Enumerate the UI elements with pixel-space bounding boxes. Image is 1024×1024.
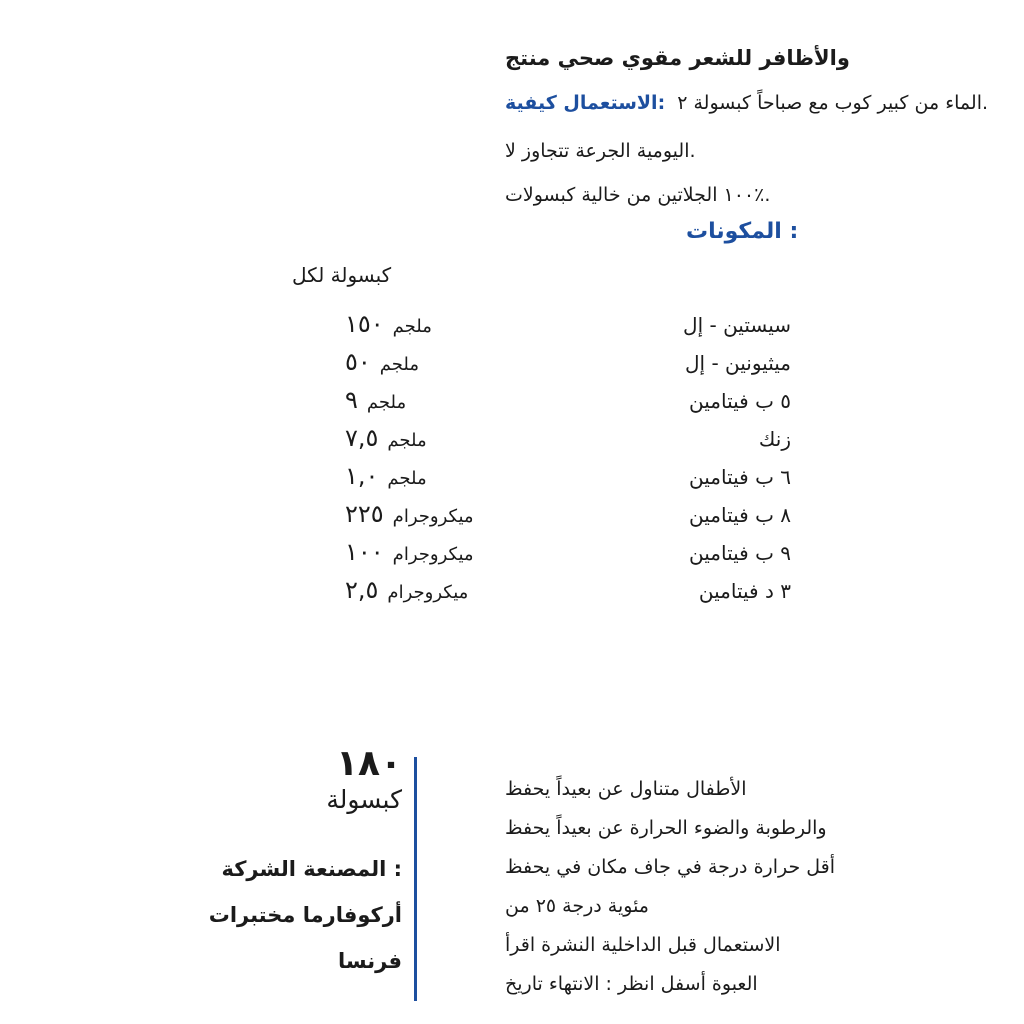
capsule-count: ١٨٠	[336, 743, 402, 784]
table-row	[345, 424, 791, 462]
table-row	[345, 348, 791, 386]
ingredient-unit: ملجم	[387, 430, 427, 451]
table-row	[345, 576, 791, 614]
ingredient-name: فيتامين ب ٦	[689, 465, 791, 489]
ingredient-unit: ميكروجرام	[392, 506, 474, 527]
usage-label: كيفية الاستعمال:	[505, 92, 666, 114]
ingredient-name: إل - سيستين	[683, 313, 791, 337]
ingredient-amount: ١٥٠	[345, 310, 384, 338]
ingredient-name: فيتامين د ٣	[698, 579, 791, 603]
daily-dose-warning: لا تتجاوز الجرعة اليومية.	[505, 140, 696, 162]
storage-line: اقرأ النشرة الداخلية قبل الاستعمال	[505, 934, 781, 956]
usage-line	[505, 92, 988, 114]
ingredient-value	[345, 538, 474, 566]
ingredient-name: زنك	[758, 427, 791, 451]
ingredient-amount: ٢,٥	[345, 576, 379, 604]
manufacturer-country: فرنسا	[338, 949, 402, 974]
ingredient-name: فيتامين ب ٩	[689, 541, 791, 565]
ingredient-value	[345, 462, 427, 490]
capsule-count-unit: كبسولة	[326, 784, 402, 814]
product-tagline: منتج صحي مقوي للشعر والأظافر	[505, 46, 850, 70]
ingredient-amount: ٧,٥	[345, 424, 379, 452]
ingredient-name: فيتامين ب ٨	[689, 503, 791, 527]
ingredient-unit: ميكروجرام	[392, 544, 474, 565]
ingredient-unit: ملجم	[366, 392, 407, 413]
ingredient-unit: ملجم	[379, 354, 419, 375]
gelatin-free-note: كبسولات خالية من الجلاتين ١٠٠٪.	[505, 184, 771, 206]
ingredient-amount: ١٠٠	[345, 538, 384, 566]
ingredient-unit: ملجم	[392, 316, 432, 337]
ingredient-name: إل - ميثيونين	[684, 351, 791, 375]
storage-line: تاريخ الانتهاء : انظر أسفل العبوة	[505, 973, 758, 995]
ingredient-value	[345, 310, 432, 338]
pack-info	[170, 744, 402, 985]
divider-rule	[414, 757, 417, 1001]
storage-line: من ٢٥ درجة مئوية	[505, 895, 649, 917]
table-row	[345, 500, 791, 538]
table-row	[345, 462, 791, 500]
ingredient-value	[345, 424, 427, 452]
ingredient-name: فيتامين ب ٥	[689, 389, 791, 413]
storage-line: يحفظ بعيداً عن الحرارة والضوء والرطوبة	[505, 817, 827, 839]
ingredient-value	[345, 576, 468, 604]
ingredients-table	[345, 310, 791, 614]
storage-line: يحفظ بعيداً عن متناول الأطفال	[505, 778, 747, 800]
ingredient-unit: ميكروجرام	[387, 582, 469, 603]
ingredient-unit: ملجم	[387, 468, 427, 489]
storage-instructions	[505, 770, 835, 1004]
table-row	[345, 386, 791, 424]
manufacturer-label: الشركة المصنعة :	[221, 857, 402, 882]
ingredient-value	[345, 348, 419, 376]
usage-text: ٢ كبسولة صباحاً مع كوب كبير من الماء.	[677, 92, 989, 114]
ingredient-amount: ٢٢٥	[345, 500, 384, 528]
ingredient-amount: ٩	[345, 386, 358, 414]
ingredients-heading: المكونات :	[686, 219, 799, 244]
table-row	[345, 538, 791, 576]
storage-line: يحفظ في مكان جاف في درجة حرارة أقل	[505, 856, 836, 878]
ingredient-value	[345, 386, 406, 414]
ingredient-amount: ٥٠	[345, 348, 371, 376]
table-row	[345, 310, 791, 348]
ingredient-amount: ١,٠	[345, 462, 379, 490]
ingredient-value	[345, 500, 474, 528]
manufacturer-name: مختبرات أركوفارما	[208, 903, 402, 928]
per-capsule-label: لكل كبسولة	[292, 263, 392, 287]
